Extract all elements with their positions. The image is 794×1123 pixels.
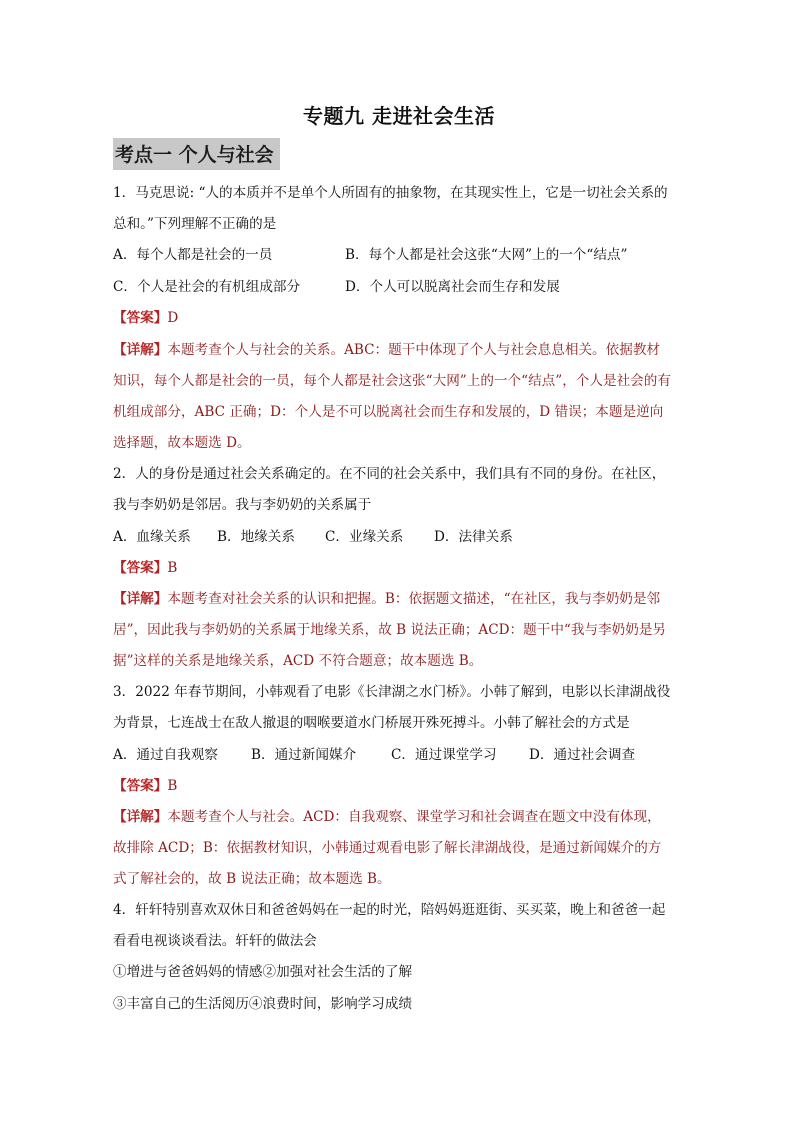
q1-detail-line-2: 知识，每个人都是社会的一员，每个人都是社会这张“大网”上的一个“结点”，个人是社会的有 xyxy=(113,373,671,389)
q1-option-a: A．每个人都是社会的一员 xyxy=(113,247,273,263)
q3-detail-line-2: 故排除 ACD；B：依据教材知识，小韩通过观看电影了解长津湖战役，是通过新闻媒介的方 xyxy=(113,840,662,856)
q1-option-d: D．个人可以脱离社会而生存和发展 xyxy=(345,279,560,295)
section-heading: 考点一 个人与社会 xyxy=(113,138,280,170)
q3-option-c: C．通过课堂学习 xyxy=(391,747,497,763)
q3-detail-line-3: 式了解社会的，故 B 说法正确；故本题选 B。 xyxy=(113,871,391,887)
q2-option-a: A．血缘关系 xyxy=(113,529,191,545)
q2-detail-line-2: 居”，因此我与李奶奶的关系属于地缘关系，故 B 说法正确；ACD：题干中“我与李奶奶是另 xyxy=(113,622,667,638)
q2-stem-line-1: 2．人的身份是通过社会关系确定的。在不同的社会关系中，我们具有不同的身份。在社区， xyxy=(113,466,666,482)
q3-option-d: D．通过社会调查 xyxy=(529,747,636,763)
q1-option-c: C．个人是社会的有机组成部分 xyxy=(113,279,301,295)
answer-tag: 【答案】 xyxy=(113,778,168,794)
detail-text: 本题考查个人与社会。ACD：自我观察、课堂学习和社会调查在题文中没有体现， xyxy=(167,809,661,825)
q4-stem-line-2: 看看电视谈谈看法。轩轩的做法会 xyxy=(113,933,317,949)
q1-stem-line-2: 总和。”下列理解不正确的是 xyxy=(113,216,277,232)
q4-statement-line-1: ①增进与爸爸妈妈的情感②加强对社会生活的了解 xyxy=(113,964,413,980)
q3-stem-line-2: 为背景，七连战士在敌人撤退的咽喉要道水门桥展开殊死搏斗。小韩了解社会的方式是 xyxy=(113,715,630,731)
q2-option-b: B．地缘关系 xyxy=(217,529,295,545)
q3-option-b: B．通过新闻媒介 xyxy=(251,747,357,763)
q2-answer xyxy=(113,558,177,578)
detail-text: 本题考查个人与社会的关系。ABC：题干中体现了个人与社会息息相关。依据教材 xyxy=(167,342,661,358)
answer-value: B xyxy=(167,560,178,576)
page-title: 专题九 走进社会生活 xyxy=(303,104,495,128)
q3-option-a: A．通过自我观察 xyxy=(113,747,218,763)
q1-detail-line-4: 选择题，故本题选 D。 xyxy=(113,435,251,451)
q4-stem-line-1: 4．轩轩特别喜欢双休日和爸爸妈妈在一起的时光，陪妈妈逛逛街、买买菜，晚上和爸爸一起 xyxy=(113,902,666,918)
answer-value: B xyxy=(167,778,178,794)
q2-detail-line-1 xyxy=(113,589,660,609)
q4-statement-line-2: ③丰富自己的生活阅历④浪费时间，影响学习成绩 xyxy=(113,996,413,1012)
q2-stem-line-2: 我与李奶奶是邻居。我与李奶奶的关系属于 xyxy=(113,497,372,513)
answer-tag: 【答案】 xyxy=(113,310,168,326)
q3-detail-line-1 xyxy=(113,807,661,827)
q1-detail-line-1 xyxy=(113,340,660,360)
q1-answer xyxy=(113,308,178,328)
answer-value: D xyxy=(167,310,179,326)
detail-tag: 【详解】 xyxy=(113,342,168,358)
detail-tag: 【详解】 xyxy=(113,591,168,607)
q3-stem-line-1: 3．2022 年春节期间，小韩观看了电影《长津湖之水门桥》。小韩了解到，电影以长津湖战役 xyxy=(113,684,671,700)
detail-text: 本题考查对社会关系的认识和把握。B：依据题文描述，“在社区，我与李奶奶是邻 xyxy=(167,591,661,607)
q1-stem-line-1: 1．马克思说: “人的本质并不是单个人所固有的抽象物，在其现实性上，它是一切社会关系的 xyxy=(113,185,668,201)
q2-option-c: C．业缘关系 xyxy=(325,529,404,545)
q3-answer xyxy=(113,776,177,796)
answer-tag: 【答案】 xyxy=(113,560,168,576)
q2-detail-line-3: 据”这样的关系是地缘关系，ACD 不符合题意；故本题选 B。 xyxy=(113,653,483,669)
q1-option-b: B．每个人都是社会这张“大网”上的一个“结点” xyxy=(345,247,628,263)
detail-tag: 【详解】 xyxy=(113,809,168,825)
q1-detail-line-3: 机组成部分，ABC 正确；D：个人是不可以脱离社会而生存和发展的，D 错误；本题是逆向 xyxy=(113,404,664,420)
q2-option-d: D．法律关系 xyxy=(434,529,513,545)
